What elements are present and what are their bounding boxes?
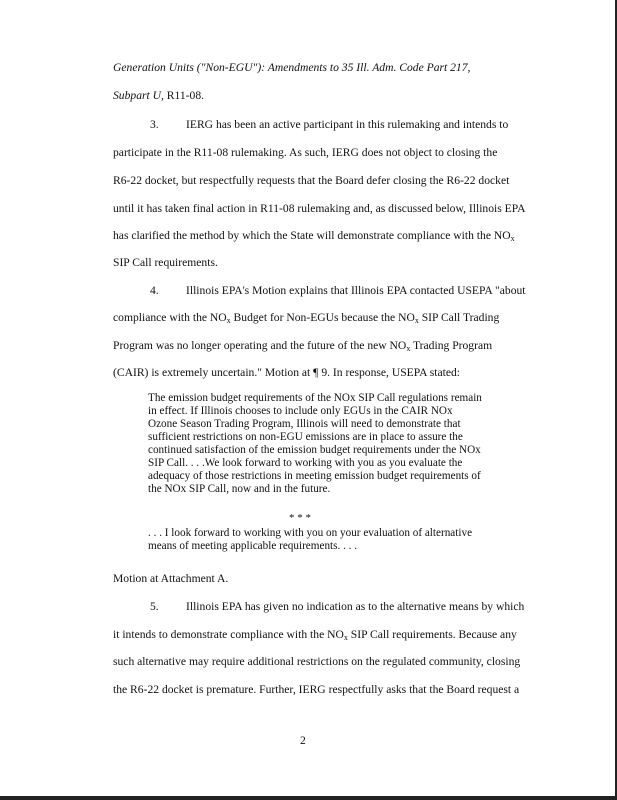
subscript: x <box>406 344 411 353</box>
text-run: Trading Program <box>410 339 493 352</box>
subpart-italic: Subpart U, <box>113 89 164 102</box>
paragraph-line: R6-22 docket, but respectfully requests that the Board defer closing the R6-22 docket <box>113 174 510 187</box>
paragraph-line: the R6-22 docket is premature. Further, IERG respectfully asks that the Board request a <box>113 683 520 696</box>
quote-line: sufficient restrictions on non-EGU emissions are in place to assure the <box>148 431 463 443</box>
quote-citation: Motion at Attachment A. <box>113 572 229 585</box>
text-run: has clarified the method by which the State will demonstrate compliance with the NO <box>113 229 511 242</box>
paragraph-line: such alternative may require additional restrictions on the regulated community, closing <box>113 655 521 668</box>
quote-line: Ozone Season Trading Program, Illinois will need to demonstrate that <box>148 418 461 430</box>
quote-line: The emission budget requirements of the NOx SIP Call regulations remain <box>148 392 482 404</box>
page-number: 2 <box>300 734 306 747</box>
quote-line: the NOx SIP Call, now and in the future. <box>148 483 331 495</box>
quote-line: SIP Call. . . .We look forward to working with you as you evaluate the <box>148 457 463 469</box>
paragraph-line <box>113 628 517 642</box>
quote-line: continued satisfaction of the emission budget requirements under the NOx <box>148 444 481 456</box>
paragraph-number: 5. <box>150 600 159 613</box>
quote-line: adequacy of those restrictions in meeting emission budget requirements of <box>148 470 481 482</box>
paragraph-line: participate in the R11-08 rulemaking. As such, IERG does not object to closing the <box>113 146 498 159</box>
paragraph-number: 4. <box>150 284 159 297</box>
scan-edge-bottom <box>0 796 617 800</box>
quote-line: in effect. If Illinois chooses to include only EGUs in the CAIR NOx <box>148 405 453 417</box>
text-run: compliance with the NO <box>113 311 227 324</box>
text-run: Budget for Non-EGUs because the NO <box>230 311 415 324</box>
paragraph-number: 3. <box>150 118 159 131</box>
subscript: x <box>510 234 515 243</box>
paragraph-text: IERG has been an active participant in this rulemaking and intends to <box>186 118 509 131</box>
paragraph-line: until it has taken final action in R11-08 rulemaking and, as discussed below, Illinois EPA <box>113 202 526 215</box>
quote-line: means of meeting applicable requirements. . . . <box>148 540 358 552</box>
subscript: x <box>414 316 419 325</box>
paragraph-text: Illinois EPA has given no indication as to the alternative means by which <box>186 600 525 613</box>
paragraph-line <box>113 311 499 325</box>
subscript: x <box>226 316 231 325</box>
paragraph-line <box>113 229 515 243</box>
paragraph-line <box>113 339 492 353</box>
text-run: SIP Call requirements. Because any <box>347 628 517 641</box>
paragraph-line: (CAIR) is extremely uncertain." Motion at ¶ 9. In response, USEPA stated: <box>113 366 461 379</box>
heading-subpart-line <box>113 89 204 103</box>
paragraph-line: SIP Call requirements. <box>113 256 218 269</box>
quote-line: . . . I look forward to working with you on your evaluation of alternative <box>148 527 473 539</box>
paragraph-text: Illinois EPA's Motion explains that Illinois EPA contacted USEPA "about <box>186 284 526 297</box>
subscript: x <box>343 633 348 642</box>
text-run: SIP Call Trading <box>418 311 500 324</box>
text-run: Program was no longer operating and the future of the new NO <box>113 339 407 352</box>
heading-continuation-line: Generation Units ("Non-EGU"): Amendments to 35 Ill. Adm. Code Part 217, <box>113 61 471 74</box>
ellipsis-stars: * * * <box>289 512 311 524</box>
text-run: it intends to demonstrate compliance with the NO <box>113 628 344 641</box>
subpart-rest: R11-08. <box>163 89 205 102</box>
